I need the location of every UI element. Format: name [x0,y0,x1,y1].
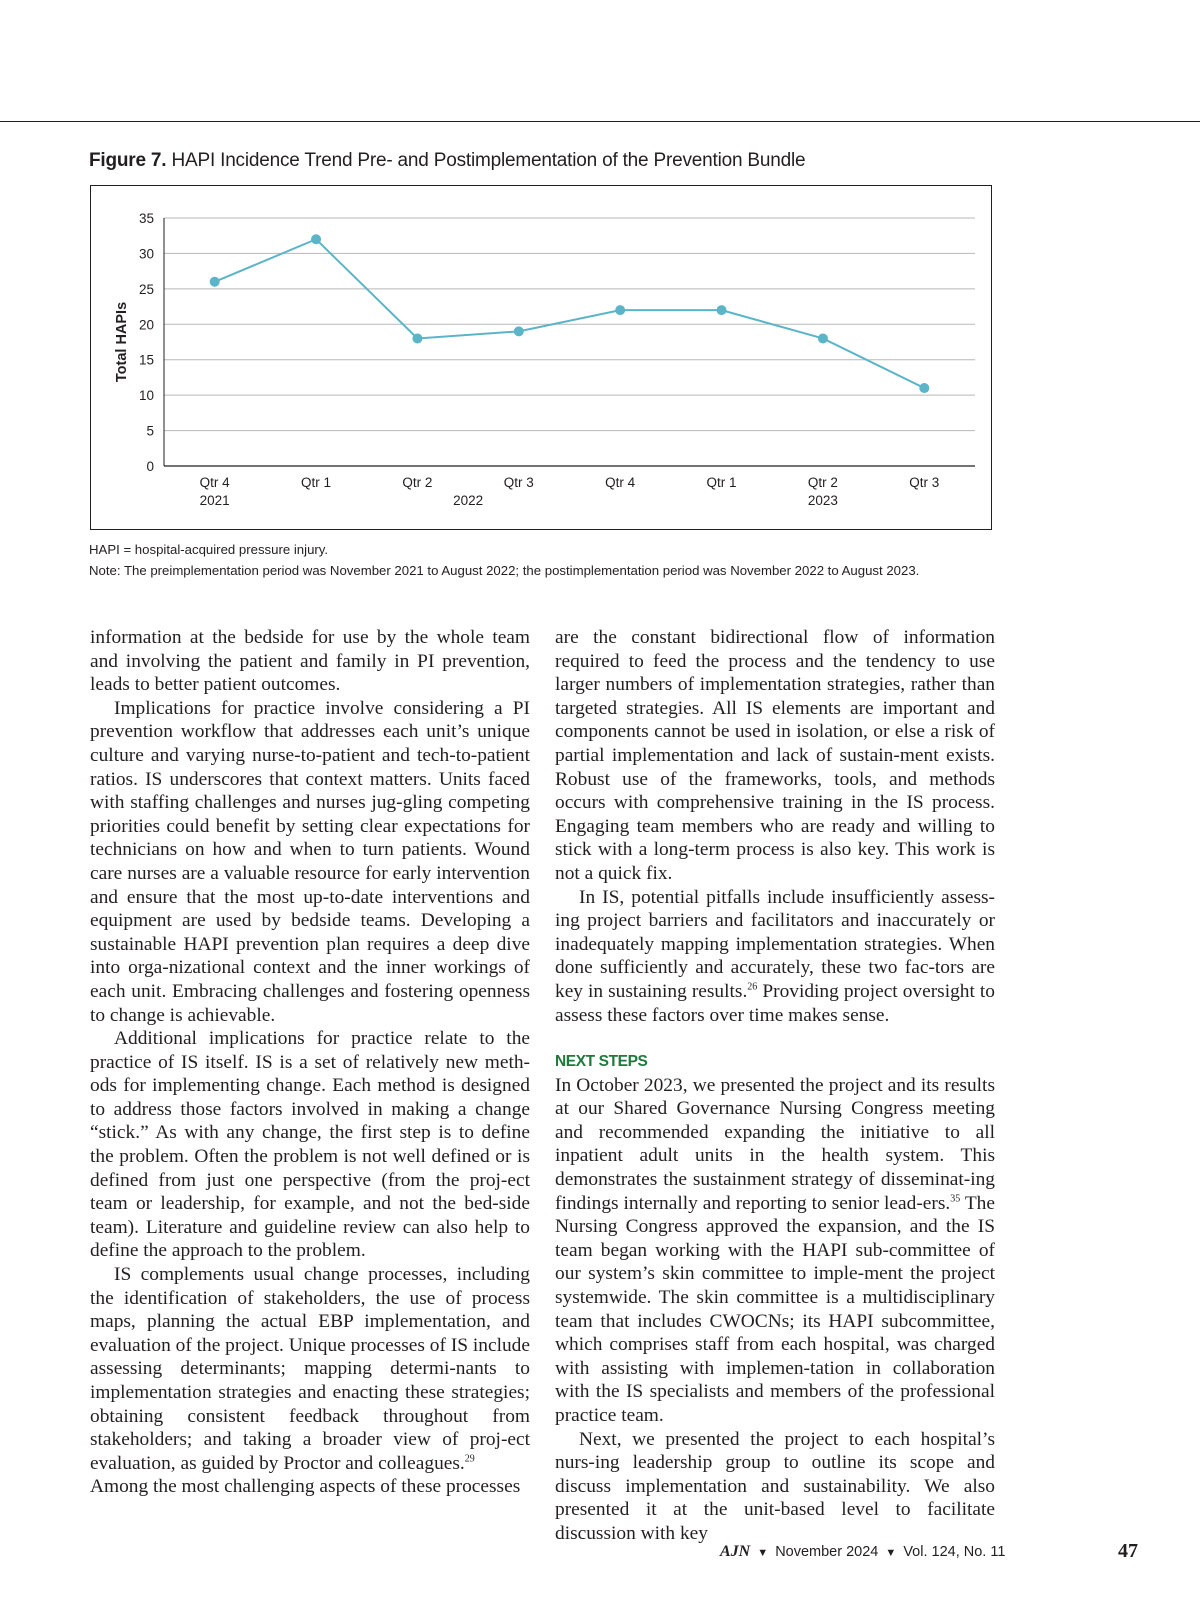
chart-frame [90,185,992,530]
paragraph: Additional implications for practice relate to the practice of IS itself. IS is a set of relatively new meth-ods for implementing change. Each method is designed to address those factors involved in making a change “stick.” As with any change, the first step is to define the problem. Often the problem is not well defined or is defined from just one perspective (from the proj-ect team or leadership, for example, and not the bed-side team). Literature and guideline review can also help to define the approach to the problem. [90,1028,530,1262]
running-footer [720,1543,1005,1561]
y-tick-label: 35 [138,211,154,226]
y-tick-label: 30 [138,246,154,262]
page-number: 47 [1118,1540,1138,1562]
figure-notes [89,539,919,581]
figure-label: Figure 7. [89,150,167,171]
data-point [919,383,929,393]
x-tick-label: Qtr 4 [199,475,230,490]
paragraph [90,1263,530,1475]
y-tick-label: 25 [138,281,154,297]
hapi-line-chart [91,186,993,531]
right-column [555,626,995,1546]
paragraph [555,1074,995,1428]
series-line [215,239,925,388]
y-axis-title: Total HAPIs [114,301,130,383]
y-tick-label: 20 [138,317,154,333]
year-label: 2022 [453,493,484,508]
top-rule [0,121,1200,122]
figure-title-text: HAPI Incidence Trend Pre- and Postimplementation of the Prevention Bundle [171,150,806,171]
data-point [717,305,727,315]
year-label: 2021 [199,493,230,508]
data-point [412,333,422,343]
paragraph: Among the most challenging aspects of these processes [90,1476,521,1498]
paragraph: are the constant bidirectional flow of information required to feed the process and the tendency to use larger numbers of implementation strategies, rather than targeted strategies. All IS elements are important and components cannot be used in isolation, or else a risk of partial implementation and lack of sustain-ment exists. Robust use of the frameworks, tools, and methods occurs with comprehensive training in the IS process. Engaging team members who are ready and willing to stick with a long-term process is also key. This work is not a quick fix. [555,627,995,884]
data-point [818,333,828,343]
y-tick-label: 15 [138,352,154,368]
paragraph-text: In IS, potential pitfalls include insufficiently assess-ing project barriers and facilitators and inaccurately or inadequately mapping implementation strategies. When done sufficiently and accurately, these two fac-tors are key in sustaining results. [555,886,995,1002]
abbrev-note: HAPI = hospital-acquired pressure injury. [89,542,329,557]
reference-marker: 26 [747,981,758,993]
paragraph: Implications for practice involve considering a PI prevention workflow that addresses each unit’s unique culture and varying nurse-to-patient and tech-to-patient ratios. IS underscores that context matters. Units faced with staffing challenges and nurses jug-gling competing priorities could benefit by setting clear expectations for technicians on how and when to turn patients. Wound care nurses are a valuable resource for early intervention and ensure that the most up-to-date interventions and equipment are used by bedside teams. Developing a sustainable HAPI prevention plan requires a deep dive into orga-nizational context and the inner workings of each unit. Embracing challenges and fostering openness to change is achievable. [90,697,530,1026]
data-point [311,234,321,244]
x-tick-label: Qtr 4 [605,475,636,490]
y-tick-label: 10 [138,388,154,404]
paragraph-text: In October 2023, we presented the project and its results at our Shared Governance Nursing Congress meeting and recommended expanding the initiative to all inpatient adult units in the health system. This demonstrates the sustainment strategy of disseminat-ing findings internally and reporting to senior lead-ers. [555,1074,995,1214]
x-tick-label: Qtr 1 [706,475,737,490]
paragraph: Next, we presented the project to each hospital’s nurs-ing leadership group to outline its scope and discuss implementation and sustainability. We also presented it at the unit-based level to facilitate discussion with key [555,1428,995,1544]
journal-name: AJN [720,1543,751,1560]
x-tick-label: Qtr 1 [301,475,332,490]
x-tick-label: Qtr 2 [402,475,433,490]
x-tick-label: Qtr 2 [807,475,838,490]
paragraph: information at the bedside for use by the whole team and involving the patient and family in PI prevention, leads to better patient outcomes. [90,627,530,696]
figure-title [89,150,805,172]
data-point [210,277,220,287]
y-tick-label: 0 [146,459,154,474]
reference-marker: 35 [950,1193,961,1205]
section-heading: NEXT STEPS [555,1053,648,1071]
period-note: Note: The preimplementation period was November 2021 to August 2022; the postimplementation period was November 2022 to August 2023. [89,563,920,578]
left-column [90,626,530,1499]
triangle-icon: ▼ [885,1547,897,1559]
x-tick-label: Qtr 3 [909,475,940,490]
data-point [514,326,524,336]
volume-info: Vol. 124, No. 11 [903,1544,1006,1560]
paragraph-text: The Nursing Congress approved the expansion, and the IS team began working with the HAPI sub-committee of our system’s skin committee to imple-ment the project systemwide. The skin committee is a multidisciplinary team that includes CWOCNs; its HAPI subcommittee, which comprises staff from each hospital, was charged with assisting with implemen-tation in collaboration with the IS specialists and members of the professional practice team. [555,1192,995,1426]
issue-date: November 2024 [775,1544,879,1560]
reference-marker: 29 [464,1453,475,1465]
paragraph-text: Providing project oversight to assess these factors over time makes sense. [555,980,995,1026]
data-point [615,305,625,315]
paragraph [555,886,995,1028]
year-label: 2023 [807,493,838,508]
triangle-icon: ▼ [757,1547,769,1559]
paragraph-text: IS complements usual change processes, including the identification of stakeholders, the use of process maps, planning the actual EBP implementation, and evaluation of the project. Unique processes of IS include assessing determinants; mapping determi-nants to implementation strategies and enacting these strategies; obtaining consistent feedback throughout from stakeholders; and taking a broader view of proj-ect evaluation, as guided by Proctor and colleagues. [90,1264,530,1474]
y-tick-label: 5 [146,423,154,439]
x-tick-label: Qtr 3 [503,475,534,490]
